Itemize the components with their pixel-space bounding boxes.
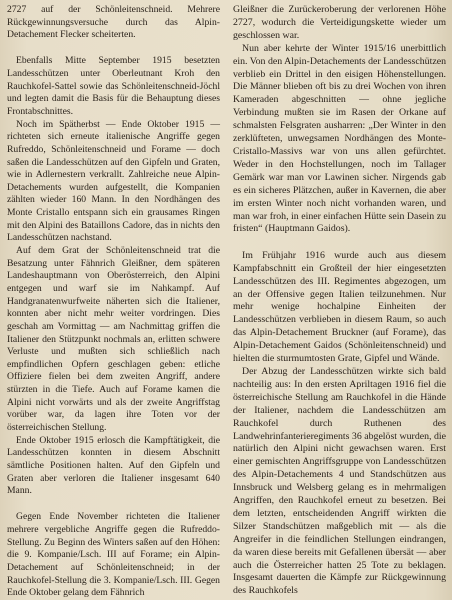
left-column [7, 4, 220, 600]
paragraph: Gleißner die Zurückeroberung der verlorenen Höhe 2727, wodurch die Verteidigungskette wieder um geschlossen war. [233, 4, 446, 41]
paragraph: Ebenfalls Mitte September 1915 besetzten Landesschützen unter Oberleutnant Kroh den Rauchkofel-Sattel sowie das Schönleitenschneid-Jöchl und legten damit die Basis für die Behauptung dieses Frontabschnittes. [7, 55, 220, 117]
paragraph: Noch im Spätherbst — Ende Oktober 1915 — richteten sich erneute italienische Angriffe gegen Rufreddo, Schönleitenschneid und Forame — doch saßen die Landesschützen auf den Gipfeln und Graten, wie in Adlernestern verkrallt. Zahlreiche neue Alpin-Detachements wurden aufgestellt, die Kompanien zählten wieder 160 Mann. In den Nordhängen des Monte Cristallo entspann sich ein grausames Ringen mit den Alpini des Bataillons Cadore, das in nichts den Landesschützen nachstand. [7, 118, 220, 244]
paragraph: Ende Oktober 1915 erlosch die Kampftätigkeit, die Landesschützen konnten in diesem Abschnitt sämtliche Positionen halten. Auf den Gipfeln und Graten aber verloren die Italiener insgesamt 640 Mann. [7, 434, 220, 497]
paragraph: Der Abzug der Landesschützen wirkte sich bald nachteilig aus: In den ersten Apriltagen 1916 fiel die österreichische Stellung am Rauchkofel in die Hände der Italiener, nachdem die Landesschützen am Rauchkofel durch Ruthenen des Landwehrinfanterieregiments 36 abgelöst wurden, die natürlich den Alpini nicht gewachsen waren. Erst einer gemischten Angriffsgruppe von Landesschützen des Alpin-Detachements 4 und Standschützen aus Innsbruck und Welsberg gelang es in mehrmaligen Angriffen, den Rauchkofel erneut zu besetzen. Bei dem letzten, entscheidenden Angriff wirkten die Silzer Standschützen maßgeblich mit — als die Angreifer in die feindlichen Stellungen eindrangen, da waren diese bereits mit Gefallenen übersät — aber auch die Österreicher hatten 25 Tote zu beklagen. Insgesamt dauerten die Kämpfe zur Rückgewinnung des Rauchkofels [233, 365, 446, 597]
right-column [233, 4, 446, 598]
paragraph: Im Frühjahr 1916 wurde auch aus diesem Kampfabschnitt ein Großteil der hier eingesetzten Landesschützen des III. Regimentes abgezogen, um an der Offensive gegen Italien teilzunehmen. Nur mehr wenige hochalpine Einheiten der Landesschützen verblieben in diesem Raum, so auch das Alpin-Detachement Bruckner (auf Forame), das Alpin-Detachement Gaidos (Schönleitenschneid) und hielten die sturmumtosten Grate, Gipfel und Wände. [233, 249, 446, 365]
paragraph: Gegen Ende November richteten die Italiener mehrere vergebliche Angriffe gegen die Rufreddo-Stellung. Zu Beginn des Winters saßen auf den Höhen: die 9. Kompanie/Lsch. III auf Forame; ein Alpin-Detachement auf Schönleitenschneid; in der Rauchkofel-Stellung die 3. Kompanie/Lsch. III. Gegen Ende Oktober gelang dem Fähnrich [7, 511, 220, 599]
paragraph: Auf dem Grat der Schönleitenschneid trat die Besatzung unter Fähnrich Gleißner, dem späteren Landeshauptmann von Oberösterreich, den Alpini entgegen und warf sie im Nahkampf. Auf Handgranatenwurfweite näherten sich die Italiener, konnten aber nicht mehr weiter vordringen. Dies geschah am Vormittag — am Nachmittag griffen die Italiener den Stützpunkt nochmals an, erlitten schwere Verluste und mußten sich schließlich nach empfindlichen Opfern geschlagen geben: etliche Offiziere fielen bei dem zweiten Angriff, andere stürzten in die Tiefe. Auch auf Forame kamen die Alpini nicht vorwärts und als der zweite Angriffstag vorüber war, da lagen ihre Toten vor der österreichischen Stellung. [7, 245, 220, 433]
paragraph: 2727 auf der Schönleitenschneid. Mehrere Rückgewinnungsversuche durch das Alpin-Detachement Flecker scheiterten. [7, 4, 220, 41]
paragraph: Nun aber kehrte der Winter 1915/16 unerbittlich ein. Von den Alpin-Detachements der Landesschützen verblieb ein Drittel in den eisigen Höhenstellungen. Die Männer blieben oft bis zu drei Wochen von ihren Kameraden abgeschnitten — ohne jegliche Verbindung mußten sie im Rasen der Orkane auf schmalsten Felsgraten ausharren: „Der Winter in den zerklüfteten, unwegsamen Nordhängen des Monte-Cristallo-Massivs war von uns allen gefürchtet. Weder in den Hochstellungen, noch im Tallager Gemärk war man vor Lawinen sicher. Nirgends gab es ein sicheres Plätzchen, außer in Kavernen, die aber im ersten Winter noch nicht vorhanden waren, und man war froh, in einer einfachen Hütte sein Dasein zu fristen“ (Hauptmann Gaidos). [233, 42, 446, 235]
